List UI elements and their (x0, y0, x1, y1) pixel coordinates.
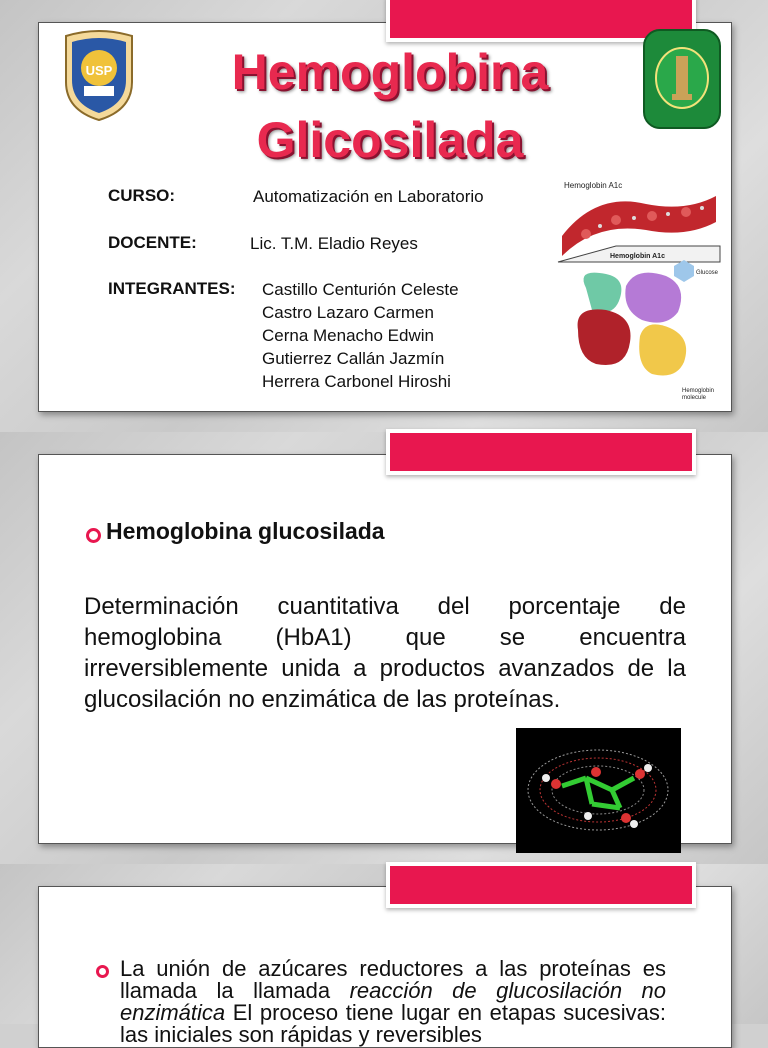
slide-title-line-1: Hemoglobina (231, 44, 549, 100)
tecnologia-medica-logo (642, 28, 722, 130)
slide-2-accent-tab (386, 429, 696, 475)
slide-3-paragraph (120, 958, 666, 1046)
integrantes-label: INTEGRANTES: (108, 279, 236, 298)
member-5: Herrera Carbonel Hiroshi (262, 372, 451, 391)
illustration-caption-molecule-2: molecule (682, 395, 707, 400)
section-heading: Hemoglobina glucosilada (106, 518, 385, 544)
curso-label: CURSO: (108, 186, 176, 205)
glucose-molecule-image (516, 728, 681, 853)
illustration-caption-mid: Hemoglobin A1c (610, 253, 665, 260)
slide-title-line-2: Glicosilada (256, 112, 524, 168)
docente-value: Lic. T.M. Eladio Reyes (250, 234, 418, 253)
bullet-ring-icon (96, 965, 109, 978)
illustration-caption-molecule-1: Hemoglobin (682, 388, 715, 394)
curso-value: Automatización en Laboratorio (253, 187, 484, 206)
member-3: Cerna Menacho Edwin (262, 326, 434, 345)
illustration-caption-glucose: Glucose (696, 270, 719, 276)
hemoglobin-a1c-illustration (556, 178, 724, 400)
slide-3-text-part-2: El proceso tiene lugar en etapas sucesivas: las iniciales son rápidas y reversibles (120, 1000, 666, 1047)
member-1: Castillo Centurión Celeste (262, 280, 459, 299)
member-2: Castro Lazaro Carmen (262, 303, 434, 322)
member-4: Gutierrez Callán Jazmín (262, 349, 445, 368)
slide-3-text-italic: reacción de glucosilación no enzimática (120, 978, 666, 1025)
slide-3-accent-tab (386, 862, 696, 908)
usp-shield-logo (62, 30, 136, 122)
illustration-caption-top: Hemoglobin A1c (564, 181, 623, 190)
usp-logo-text: USP (85, 63, 113, 78)
definition-paragraph: Determinación cuantitativa del porcentaje de hemoglobina (HbA1) que se encuentra irreversiblemente unida a productos avanzados de la glucosilación no enzimática de las proteínas. (84, 593, 686, 713)
bullet-ring-icon (86, 528, 101, 543)
docente-label: DOCENTE: (108, 233, 197, 252)
slide-3-text-part-1: La unión de azúcares reductores a las proteínas es llamada la llamada (120, 956, 666, 1003)
